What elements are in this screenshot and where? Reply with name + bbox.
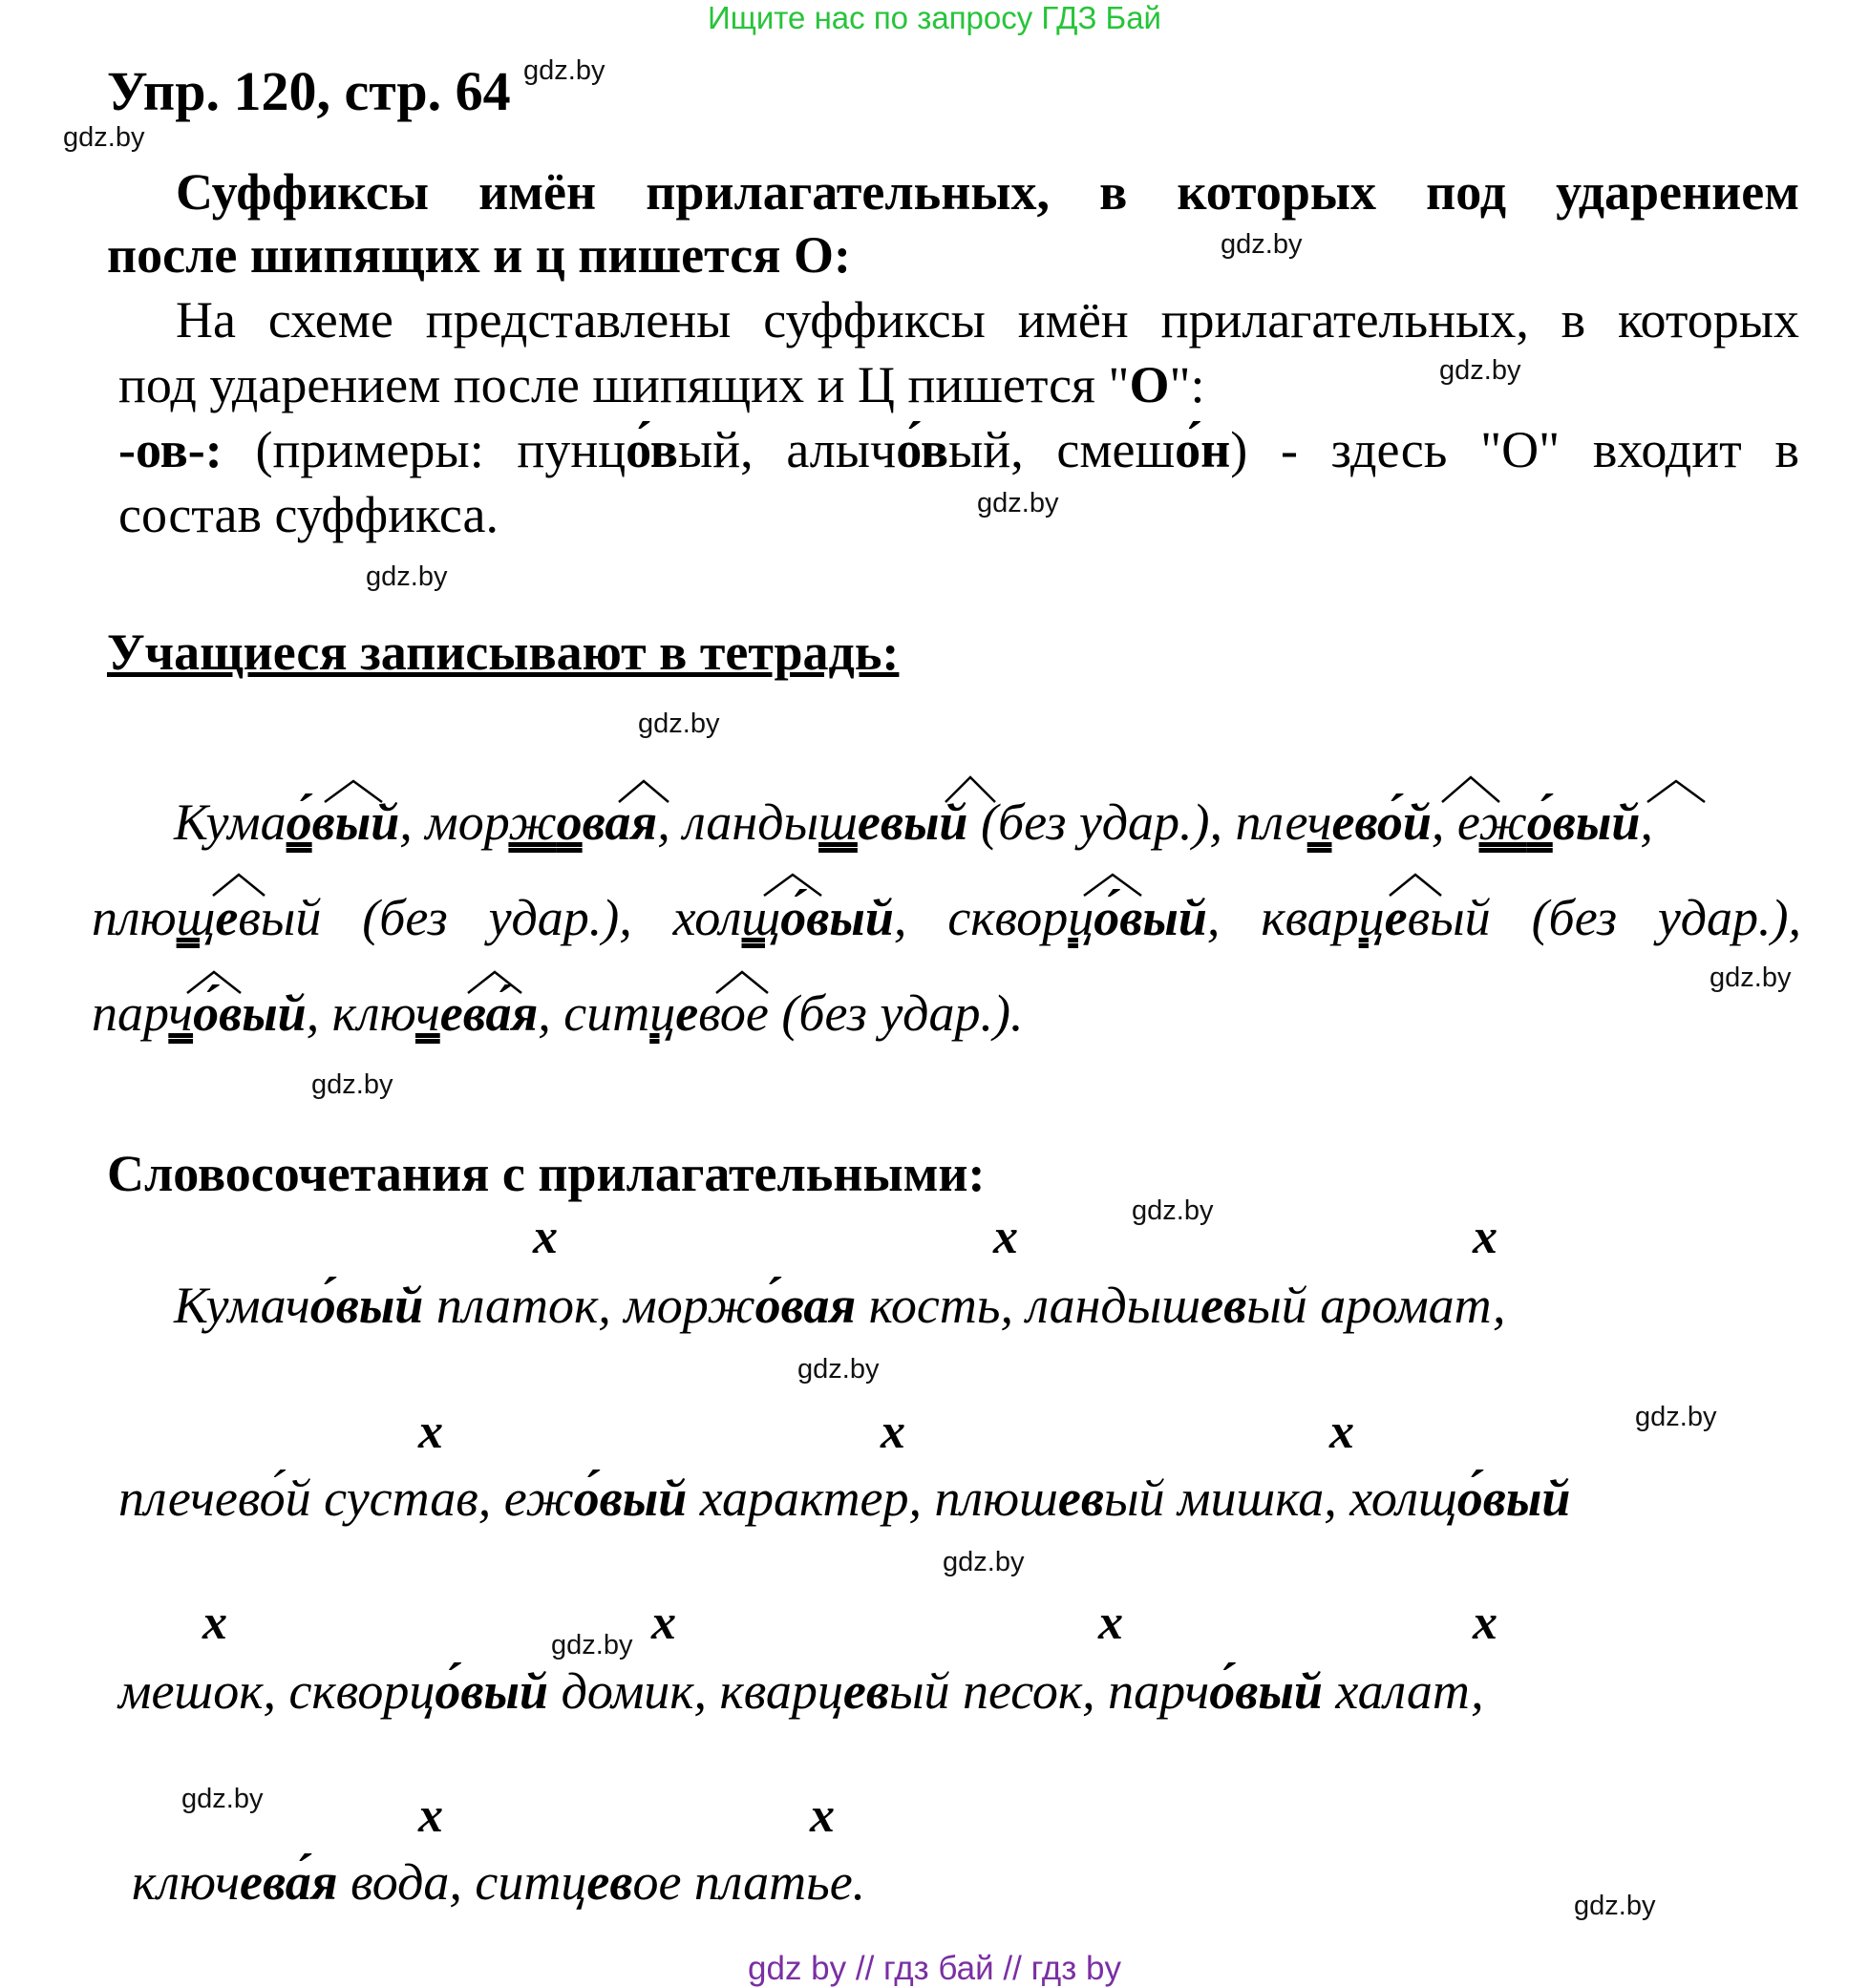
x-mark: x bbox=[1098, 1596, 1123, 1650]
watermark: gdz.by bbox=[63, 122, 145, 153]
x-mark: x bbox=[810, 1788, 835, 1843]
watermark: gdz.by bbox=[977, 488, 1059, 518]
watermark: gdz.by bbox=[181, 1784, 264, 1814]
watermark: gdz.by bbox=[1635, 1402, 1717, 1432]
heading-line-2: после шипящих и ц пишется О: bbox=[107, 226, 851, 284]
phrase-row-2: плечево́й сустав, ежо́вый характер, плюшевый мишка, холщо́вый bbox=[118, 1470, 1571, 1527]
watermark: gdz.by bbox=[1132, 1195, 1214, 1226]
heading-line-1: Суффиксы имён прилагательных, в которых под ударением bbox=[176, 163, 1799, 221]
word: Кумао́вый bbox=[174, 793, 400, 851]
phrases-heading: Словосочетания с прилагательными: bbox=[107, 1145, 986, 1202]
phrase-row-4: ключева́я вода, ситцевое платье. bbox=[132, 1853, 866, 1911]
x-mark: x bbox=[881, 1405, 905, 1459]
x-mark: x bbox=[1329, 1405, 1354, 1459]
watermark: gdz.by bbox=[1574, 1891, 1656, 1921]
intro-line-4: состав суффикса. bbox=[118, 486, 499, 543]
watermark: gdz.by bbox=[366, 561, 448, 592]
watermark: gdz.by bbox=[523, 55, 605, 86]
intro-line-2: под ударением после шипящих и Ц пишется "О": bbox=[118, 356, 1205, 413]
watermark: gdz.by bbox=[638, 708, 720, 739]
x-mark: x bbox=[533, 1210, 558, 1264]
x-mark: x bbox=[1473, 1596, 1497, 1650]
x-mark: x bbox=[651, 1596, 676, 1650]
x-mark: x bbox=[202, 1596, 227, 1650]
notebook-line-3: парчо́вый, ключева́я, ситцевое (без удар.). bbox=[92, 984, 1024, 1042]
watermark: gdz.by bbox=[943, 1547, 1025, 1577]
footer-links[interactable]: gdz by // гдз бай // гдз by bbox=[748, 1950, 1121, 1987]
top-banner[interactable]: Ищите нас по запросу ГДЗ Бай bbox=[708, 0, 1161, 35]
notebook-heading: Учащиеся записывают в тетрадь: bbox=[107, 624, 900, 681]
watermark: gdz.by bbox=[1439, 355, 1521, 386]
suffix-arch bbox=[1647, 781, 1705, 802]
watermark: gdz.by bbox=[551, 1630, 633, 1660]
watermark: gdz.by bbox=[311, 1069, 393, 1100]
phrase-row-3: мешок, скворцо́вый домик, кварцевый песок, парчо́вый халат, bbox=[118, 1662, 1484, 1720]
intro-line-1: На схеме представлены суффиксы имён прилагательных, в которых bbox=[176, 291, 1799, 349]
notebook-line-2: плющевый (без удар.), холщо́вый, скворцо́вый, кварцевый (без удар.), bbox=[92, 889, 1802, 946]
exercise-title: Упр. 120, стр. 64 bbox=[107, 60, 511, 122]
x-mark: x bbox=[418, 1788, 443, 1843]
watermark: gdz.by bbox=[1221, 229, 1303, 260]
intro-line-3: -ов-: (примеры: пунцо́вый, алычо́вый, смешо́н) - здесь "О" входит в bbox=[118, 421, 1799, 478]
x-mark: x bbox=[418, 1405, 443, 1459]
x-mark: x bbox=[993, 1210, 1018, 1264]
phrase-row-1: Кумачо́вый платок, моржо́вая кость, ландышевый аромат, bbox=[174, 1277, 1506, 1334]
x-mark: x bbox=[1473, 1210, 1497, 1264]
watermark: gdz.by bbox=[797, 1354, 880, 1385]
watermark: gdz.by bbox=[1710, 962, 1792, 993]
notebook-line-1: Кумао́вый, моржовая, ландышевый (без удар.), плечево́й, ежо́вый, bbox=[174, 793, 1653, 851]
